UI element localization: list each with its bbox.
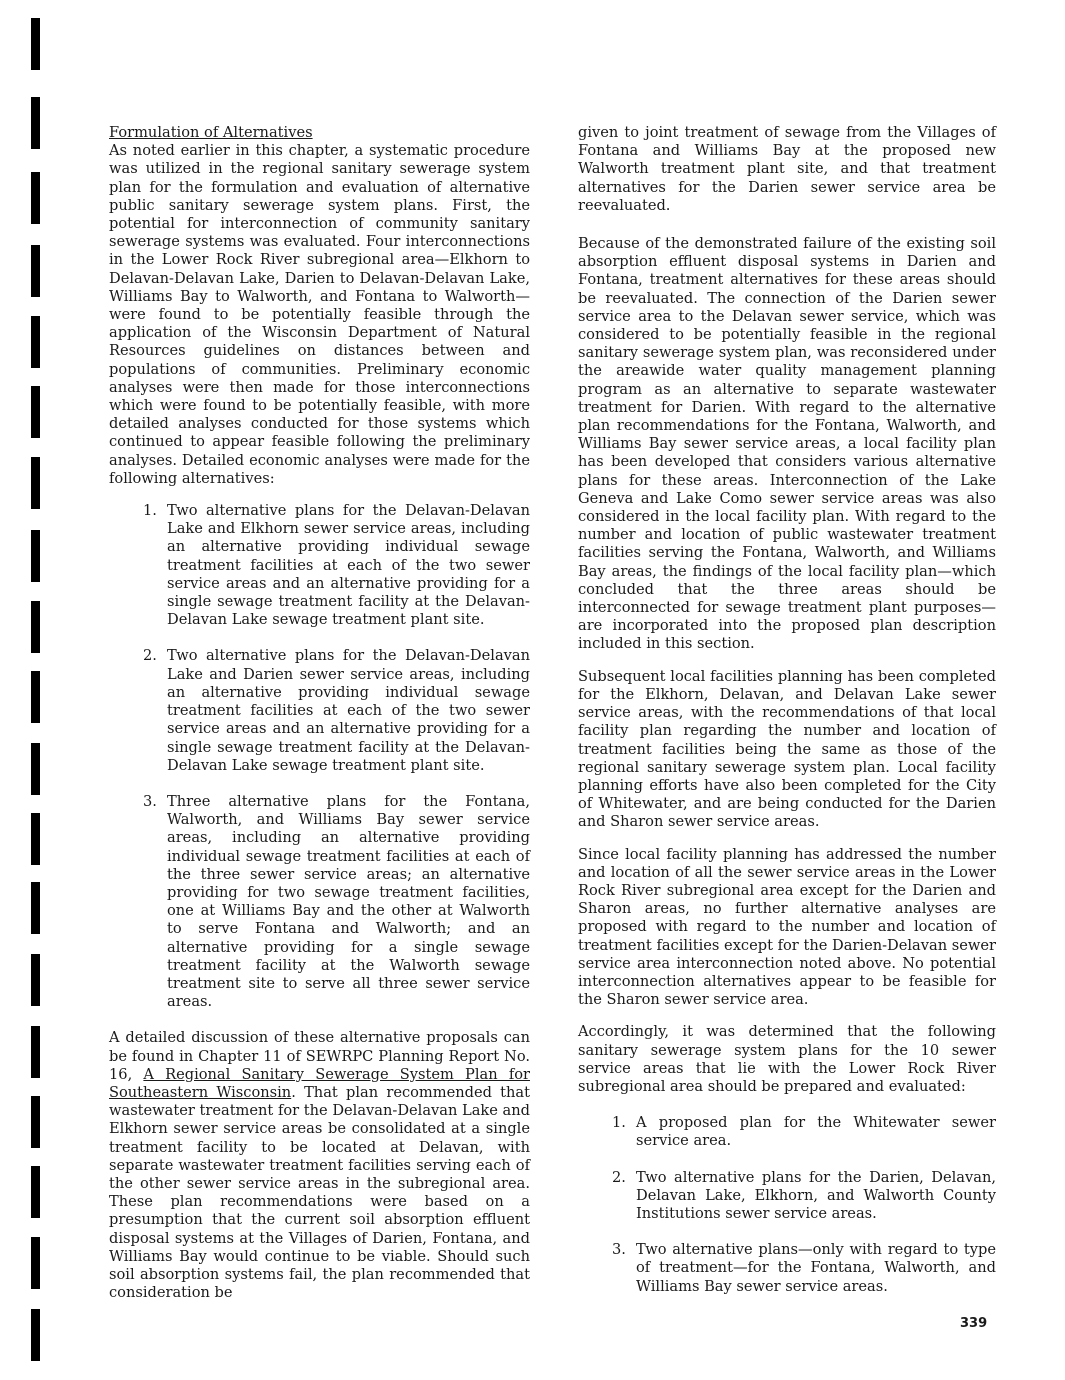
list-item — [578, 1114, 996, 1150]
binding-mark — [31, 601, 40, 653]
paragraph: given to joint treatment of sewage from the Villages of Fontana and Williams Bay at the proposed new Walworth treatment plant site, and that treatment alternatives for the Darien sewer service area be reevaluated. — [578, 124, 996, 214]
list-item-number: 1. — [612, 1114, 626, 1132]
binding-mark — [31, 1026, 40, 1078]
binding-mark — [31, 1166, 40, 1218]
list-item-number: 1. — [143, 502, 157, 520]
left-column — [109, 124, 530, 1316]
discussion-paragraph — [109, 1029, 530, 1302]
discussion-text: . That plan recommended that wastewater treatment for the Delavan-Delavan Lake and Elkhorn sewer service areas be consolidated at a single treatment facility to be located at Delavan, with separate wastewater treatment facilities serving each of the other sewer service areas in the subregional area. These plan recommendations were based on a presumption that the current soil absorption effluent disposal systems at the Villages of Darien, Fontana, and Williams Bay would continue to be viable. Should such soil absorption systems fail, the plan recommended that consideration be — [109, 1083, 531, 1302]
list-item-text: Two alternative plans—only with regard to type of treatment—for the Fontana, Walworth, and Williams Bay sewer service areas. — [636, 1241, 996, 1295]
paragraph: Subsequent local facilities planning has been completed for the Elkhorn, Delavan, and Delavan Lake sewer service areas, with the recommendations of that local facility plan regarding the number and location of treatment facilities being the same as those of the regional sanitary sewerage system plan. Local facility planning efforts have also been completed for the City of Whitewater, and are being conducted for the Darien and Sharon sewer service areas. — [578, 667, 996, 831]
right-column — [578, 124, 996, 1314]
list-item-text: Three alternative plans for the Fontana, Walworth, and Williams Bay sewer service areas, including an alternative providing individual sewage treatment facilities at each of the three sewer service areas; an alternative providing for two sewage treatment facilities, one at Williams Bay and the other at Walworth to serve Fontana and Walworth; and an alternative providing for a single sewage treatment facility at the Walworth sewage treatment site to serve all three sewer service areas. — [167, 792, 530, 1011]
alternatives-list — [109, 502, 530, 1011]
list-item — [109, 502, 530, 629]
list-item-text: Two alternative plans for the Delavan-Delavan Lake and Darien sewer service areas, including an alternative providing individual sewage treatment facilities at each of the two sewer service areas and an alternative providing for a single sewage treatment facility at the Delavan-Delavan Lake sewage treatment plant site. — [167, 647, 530, 774]
binding-mark — [31, 457, 40, 509]
binding-mark — [31, 97, 40, 149]
page-number: 339 — [960, 1316, 988, 1331]
binding-mark — [31, 245, 40, 297]
list-item — [109, 793, 530, 1011]
binding-mark — [31, 172, 40, 224]
paragraph: Accordingly, it was determined that the following sanitary sewerage system plans for the 10 sewer service areas that lie with the Lower Rock River subregional area should be prepared and evaluated: — [578, 1023, 996, 1095]
list-item — [578, 1169, 996, 1224]
list-item-number: 2. — [143, 647, 157, 665]
list-item-number: 3. — [612, 1241, 626, 1259]
binding-mark — [31, 1096, 40, 1148]
binding-mark — [31, 743, 40, 795]
paragraph: Since local facility planning has addressed the number and location of all the sewer service areas in the Lower Rock River subregional area except for the Darien and Sharon areas, no further alternative analyses are proposed with regard to the number and location of treatment facilities except for the Darien-Delavan sewer service area interconnection noted above. No potential interconnection alternatives appear to be feasible for the Sharon sewer service area. — [578, 845, 996, 1009]
binding-mark — [31, 671, 40, 723]
list-item — [578, 1241, 996, 1296]
paragraph: Because of the demonstrated failure of the existing soil absorption effluent disposal systems in Darien and Fontana, treatment alternatives for these areas should be reevaluated. The connection of the Darien sewer service area to the Delavan sewer service, which was considered to be potentially feasible in the regional sanitary sewerage system plan, was reconsidered under the areawide water quality management planning program as an alternative to separate wastewater treatment for Darien. With regard to the alternative plan recommendations for the Fontana, Walworth, and Williams Bay sewer service areas, a local facility plan has been developed that considers various alternative plans for these areas. Interconnection of the Lake Geneva and Lake Como sewer service areas was also considered in the local facility plan. With regard to the number and location of public wastewater treatment facilities serving the Fontana, Walworth, and Williams Bay areas, the findings of the local facility plan—which concluded that the three areas should be interconnected for sewage treatment plant purposes—are incorporated into the proposed plan description included in this section. — [578, 235, 996, 653]
intro-paragraph: As noted earlier in this chapter, a systematic procedure was utilized in the regional sanitary sewerage system plan for the formulation and evaluation of alternative public sanitary sewerage system plans. First, the potential for interconnection of community sanitary sewerage systems was evaluated. Four interconnections in the Lower Rock River subregional area—Elkhorn to Delavan-Delavan Lake, Darien to Delavan-Delavan Lake, Williams Bay to Walworth, and Fontana to Walworth—were found to be potentially feasible through the application of the Wisconsin Department of Natural Resources guidelines on distances between and populations of communities. Preliminary economic analyses were then made for those interconnections which were found to be potentially feasible, with more detailed analyses conducted for those systems which continued to appear feasible following the preliminary analyses. Detailed economic analyses were made for the following alternatives: — [109, 142, 530, 487]
binding-mark — [31, 1309, 40, 1361]
list-item-text: Two alternative plans for the Darien, Delavan, Delavan Lake, Elkhorn, and Walworth County Institutions sewer service areas. — [636, 1168, 996, 1222]
binding-mark — [31, 386, 40, 438]
list-item — [109, 647, 530, 774]
binding-mark — [31, 954, 40, 1006]
binding-mark — [31, 316, 40, 368]
list-item-number: 3. — [143, 792, 157, 810]
binding-mark — [31, 1237, 40, 1289]
list-item-text: A proposed plan for the Whitewater sewer service area. — [636, 1114, 996, 1150]
binding-mark — [31, 813, 40, 865]
binding-mark — [31, 18, 40, 70]
list-item-number: 2. — [612, 1168, 626, 1186]
plans-list — [578, 1114, 996, 1296]
binding-mark — [31, 882, 40, 934]
discussion-text: A detailed discussion of these alternative proposals can be found in Chapter 11 of SEWRPC Planning Report No. 16, — [109, 1029, 530, 1083]
binding-mark — [31, 530, 40, 582]
section-heading: Formulation of Alternatives — [109, 124, 313, 141]
report-title-reference: A Regional Sanitary Sewerage System Plan for Southeastern Wisconsin — [109, 1065, 530, 1101]
list-item-text: Two alternative plans for the Delavan-Delavan Lake and Elkhorn sewer service areas, including an alternative providing individual sewage treatment facilities at each of the two sewer service areas and an alternative providing for a single sewage treatment facility at the Delavan-Delavan Lake sewage treatment plant site. — [167, 502, 530, 629]
